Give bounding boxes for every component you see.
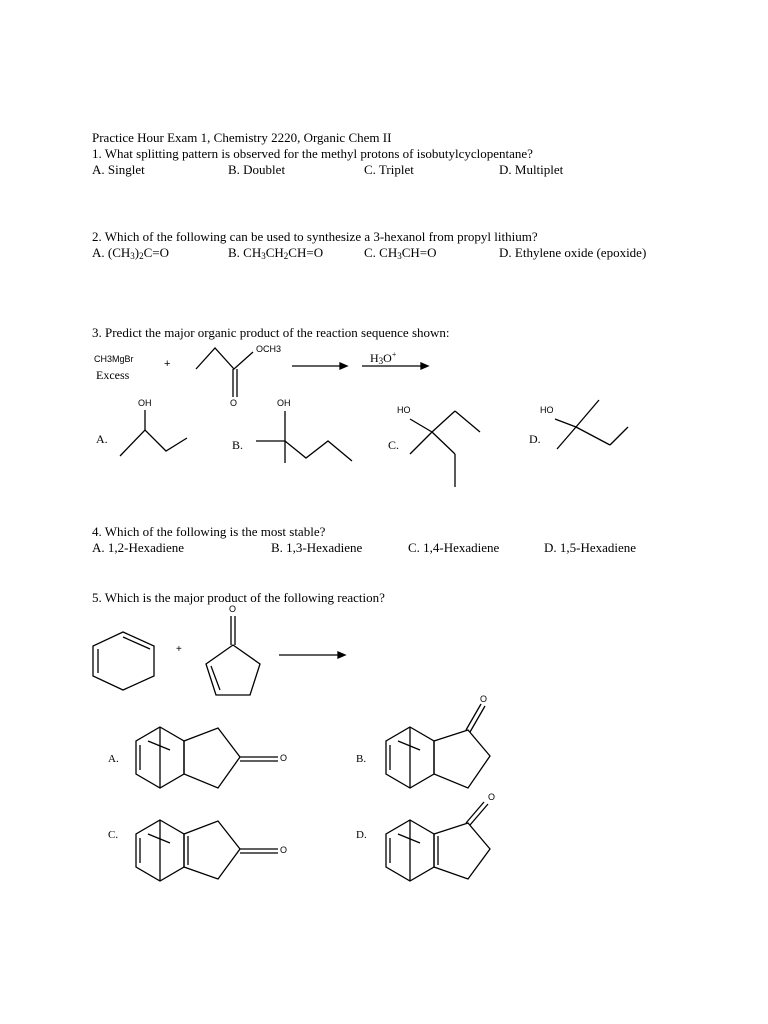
q3-d-bond-3 [557, 427, 576, 449]
q5-arrow-head [338, 652, 345, 658]
q5-cyclohexadiene-ring [93, 632, 154, 690]
q2-c-text: C. CH [364, 245, 398, 260]
q2-b-text: B. CH [228, 245, 262, 260]
question-1: 1. What splitting pattern is observed for the methyl protons of isobutylcyclopentane? [92, 146, 533, 161]
q2-c-text2: CH=O [401, 245, 437, 260]
q3-reagent: CH3MgBr [94, 354, 134, 364]
q2-choice-d[interactable]: D. Ethylene oxide (epoxide) [499, 245, 647, 260]
q5-choice-c-structure [136, 820, 278, 881]
q5-label-c[interactable]: C. [108, 829, 119, 841]
q2-a-text: A. (CH [92, 245, 131, 260]
q3-a-skeleton [120, 430, 187, 456]
q2-a-sub1: 3 [130, 251, 135, 261]
q1-choice-a[interactable]: A. Singlet [92, 162, 145, 177]
q3-d-bond-1 [555, 419, 576, 427]
q4-choice-d[interactable]: D. 1,5-Hexadiene [544, 540, 637, 555]
q3-d-bond-5 [610, 427, 628, 445]
q3-label-b[interactable]: B. [232, 438, 244, 452]
q3-reagent-note: Excess [96, 368, 130, 382]
q3-label-a[interactable]: A. [96, 432, 108, 446]
q5-label-a[interactable]: A. [108, 753, 119, 765]
q2-a-sub2: 2 [139, 251, 144, 261]
q3-acid-h: H [370, 351, 379, 365]
q3-carbonyl-o: O [230, 398, 238, 408]
q2-b-sub1: 3 [261, 251, 266, 261]
question-2: 2. Which of the following can be used to synthesize a 3-hexanol from propyl lithium? [92, 229, 538, 244]
q5-choice-b-structure [386, 704, 490, 788]
q4-choice-b[interactable]: B. 1,3-Hexadiene [271, 540, 363, 555]
question-3: 3. Predict the major organic product of the reaction sequence shown: [92, 325, 450, 340]
q5-label-b[interactable]: B. [356, 753, 367, 765]
q3-label-c[interactable]: C. [388, 438, 400, 452]
q5-a-o: O [280, 753, 288, 763]
q3-c-bond-5 [432, 432, 455, 454]
q2-a-text3: C=O [143, 245, 170, 260]
q5-d-o: O [488, 792, 496, 802]
q5-label-d[interactable]: D. [356, 829, 367, 841]
q5-enone-ring [206, 645, 260, 695]
q4-choice-a[interactable]: A. 1,2-Hexadiene [92, 540, 185, 555]
q3-d-bond-4 [576, 427, 610, 445]
q5-b-o: O [480, 694, 488, 704]
q3-acid-sup: + [391, 350, 397, 359]
q3-plus: + [164, 358, 171, 370]
q3-d-bond-2 [576, 400, 599, 427]
q2-b-text2: CH [265, 245, 284, 260]
q5-c-o: O [280, 845, 288, 855]
question-5: 5. Which is the major product of the following reaction? [92, 590, 385, 605]
q4-choice-c[interactable]: C. 1,4-Hexadiene [408, 540, 500, 555]
q5-enone-cc-db [211, 666, 220, 690]
q3-c-bond-3 [455, 411, 480, 432]
q3-acid-sub: 3 [378, 356, 384, 366]
q3-b-oh: OH [277, 398, 291, 408]
q3-arrow-1-head [340, 363, 347, 369]
exam-header: Practice Hour Exam 1, Chemistry 2220, Organic Chem II [92, 130, 392, 145]
q2-c-sub1: 3 [397, 251, 402, 261]
q3-c-bond-2 [432, 411, 455, 432]
q2-a-text2: ) [134, 245, 140, 260]
q3-ester-skeleton [196, 348, 253, 369]
q2-b-text3: CH=O [288, 245, 324, 260]
q5-reactant-o: O [229, 604, 237, 614]
q1-choice-b[interactable]: B. Doublet [228, 162, 286, 177]
q3-c-bond-4 [410, 432, 432, 454]
q3-c-bond-1 [410, 419, 432, 432]
q3-och3: OCH3 [256, 344, 282, 354]
q3-acid-o: O [383, 351, 392, 365]
question-4: 4. Which of the following is the most stable? [92, 524, 326, 539]
q2-b-sub2: 2 [283, 251, 289, 261]
q3-b-skeleton [256, 441, 352, 461]
q5-choice-a-structure [136, 727, 278, 788]
q3-a-oh: OH [138, 398, 152, 408]
q3-arrow-2-head [421, 363, 428, 369]
q3-c-ho: HO [397, 405, 411, 415]
q1-choice-c[interactable]: C. Triplet [364, 162, 414, 177]
q5-choice-d-structure [386, 802, 490, 881]
q3-label-d[interactable]: D. [529, 432, 541, 446]
q3-d-ho: HO [540, 405, 554, 415]
q5-plus: + [176, 644, 182, 655]
q1-choice-d[interactable]: D. Multiplet [499, 162, 564, 177]
